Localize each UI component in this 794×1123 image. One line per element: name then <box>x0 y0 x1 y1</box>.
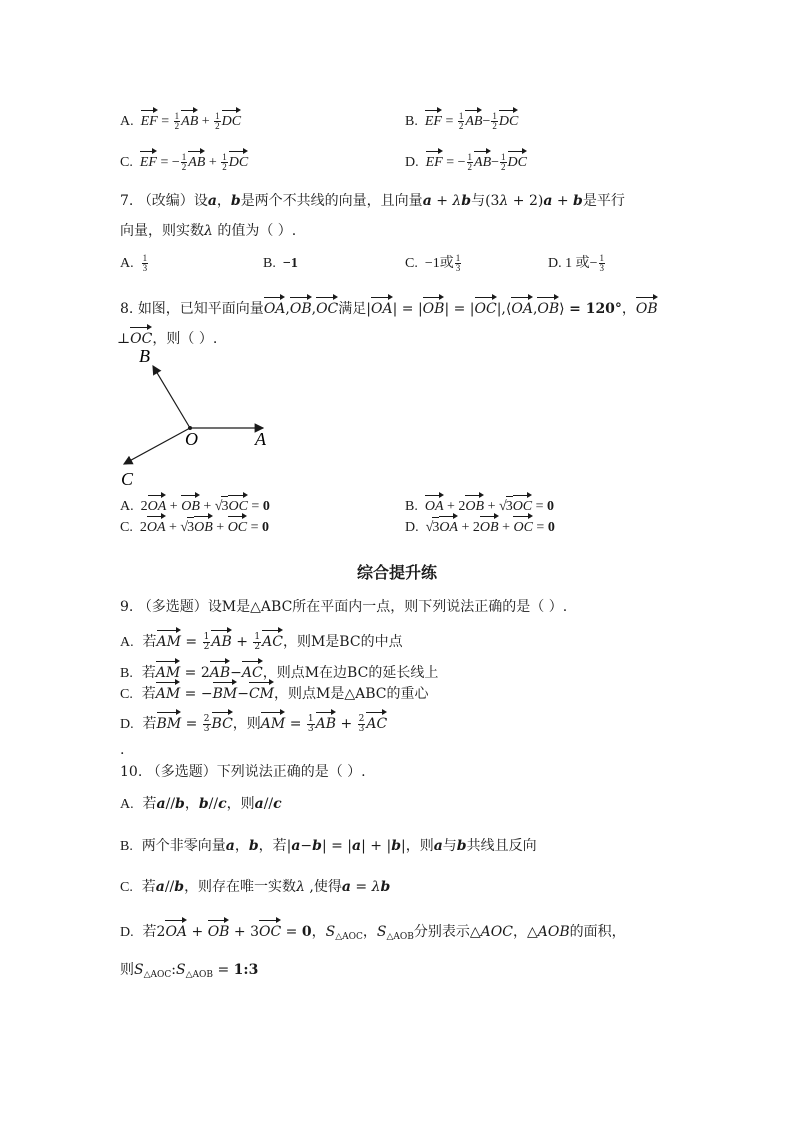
q6-option-a: A. EF = $\frac{1}{2}$ AB + $\frac{1}{2}$ DC <box>120 108 241 132</box>
q9-option-a: A. 若AM = $\frac{1}{2}$ AB + $\frac{1}{2}$ AC，则M是BC的中点 <box>120 628 403 653</box>
option-label: B. <box>405 114 418 129</box>
q9-option-d: D. 若BM = $\frac{2}{3}$ BC，则AM = $\frac{1}{3}$ AB + $\frac{2}{3}$ AC <box>120 710 387 735</box>
q9-trailing-dot: . <box>120 742 125 758</box>
q7-option-c: C. −1或 $\frac{1}{3}$ <box>405 253 461 274</box>
q8-option-a: A. 2OA + OB + √3OC = 0 <box>120 493 270 517</box>
label-b: B <box>139 346 150 366</box>
q10-option-b: B. 两个非零向量a，b，若|a−b| = |a| + |b|，则a与b共线且反向 <box>120 838 537 854</box>
q9-option-c: C. 若AM = −BM−CM，则点M是△ABC的重心 <box>120 680 428 705</box>
section-title: 综合提升练 <box>356 563 437 582</box>
q6-option-b: B. EF = $\frac{1}{2}$ AB− $\frac{1}{2}$ DC <box>405 108 518 132</box>
q8-stem-line2: ⊥OC，则（ ）. <box>117 325 217 349</box>
q7-option-d: D. 1 或− $\frac{1}{3}$ <box>548 253 605 274</box>
option-label: A. <box>120 114 134 129</box>
label-a: A <box>255 429 266 449</box>
label-c: C <box>121 469 134 489</box>
q7-stem-line2: 向量，则实数λ 的值为（ ）. <box>120 223 297 239</box>
q6-option-d: D. EF = − $\frac{1}{2}$ AB− $\frac{1}{2}$ DC <box>405 149 527 173</box>
q7-option-a: A. $\frac{1}{3}$ <box>120 253 148 274</box>
q10-option-c: C. 若a//b，则存在唯一实数λ ,使得a = λb <box>120 879 391 895</box>
q8-option-b: B. OA + 2OB + √3OC = 0 <box>405 493 554 517</box>
q6-option-c: C. EF = − $\frac{1}{2}$ AB + $\frac{1}{2}$ DC <box>120 149 248 173</box>
label-o: O <box>185 429 198 449</box>
q10-stem: 10. （多选题）下列说法正确的是（ ）. <box>120 764 366 780</box>
q10-option-d: D. 若2OA + OB + 3OC = 0，$S_{\triangle AOC}$，$S_{\triangle AOB}$分别表示△AOC，△AOB的面积， <box>120 918 626 947</box>
vector-oc-arrow <box>124 428 190 464</box>
q8-stem-line1: 8. 如图，已知平面向量OA,OB,OC满足|OA| = |OB| = |OC|,⟨OA,OB⟩ = 120°，OB <box>120 295 658 319</box>
option-label: D. <box>405 155 419 170</box>
q9-option-b: B. 若AM = 2AB−AC，则点M在边BC的延长线上 <box>120 659 438 684</box>
q9-stem: 9. （多选题）设M是△ABC所在平面内一点，则下列说法正确的是（ ）. <box>120 599 568 615</box>
q10-option-a: A. 若a//b，b//c，则a//c <box>120 796 282 812</box>
option-label: C. <box>120 155 133 170</box>
q8-option-d: D. √3OA + 2OB + OC = 0 <box>405 514 555 538</box>
q7-option-b: B. −1 <box>263 256 298 271</box>
q8-option-c: C. 2OA + √3OB + OC = 0 <box>120 514 269 538</box>
vector-ob-arrow <box>153 366 190 428</box>
q8-figure <box>115 345 285 489</box>
q10-option-d-line2: 则$S_{\triangle AOC}:S_{\triangle AOB}$ = 1:3 <box>120 962 259 980</box>
q7-stem-line1: 7. （改编）设a，b是两个不共线的向量，且向量a + λb与(3λ + 2)a + b是平行 <box>120 193 625 209</box>
